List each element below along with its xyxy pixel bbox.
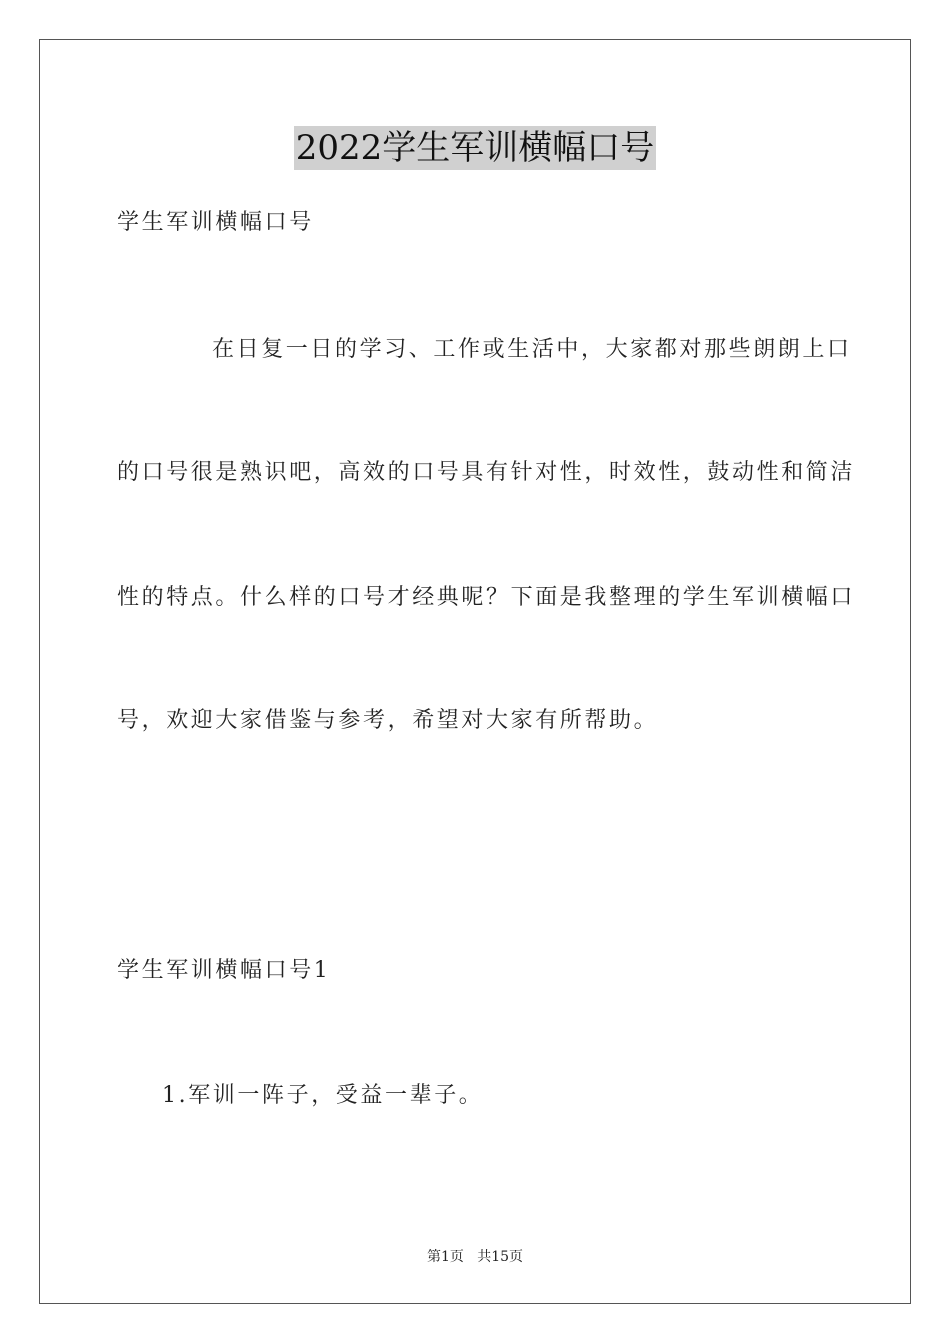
intro-line-3: 性的特点。什么样的口号才经典呢？下面是我整理的学生军训横幅口: [117, 585, 856, 610]
title-container: [0, 126, 950, 170]
section-heading: 学生军训横幅口号1: [117, 958, 331, 983]
page-footer: 第1页 共15页: [426, 1249, 524, 1265]
intro-line-1: 在日复一日的学习、工作或生活中，大家都对那些朗朗上口: [212, 337, 852, 362]
intro-line-2: 的口号很是熟识吧，高效的口号具有针对性，时效性，鼓动性和简洁: [117, 460, 856, 485]
document-subtitle: 学生军训横幅口号: [117, 210, 314, 235]
document-title: 2022学生军训横幅口号: [295, 128, 655, 168]
intro-line-4: 号，欢迎大家借鉴与参考，希望对大家有所帮助。: [117, 708, 659, 733]
list-item: 1.军训一阵子，受益一辈子。: [162, 1083, 484, 1108]
